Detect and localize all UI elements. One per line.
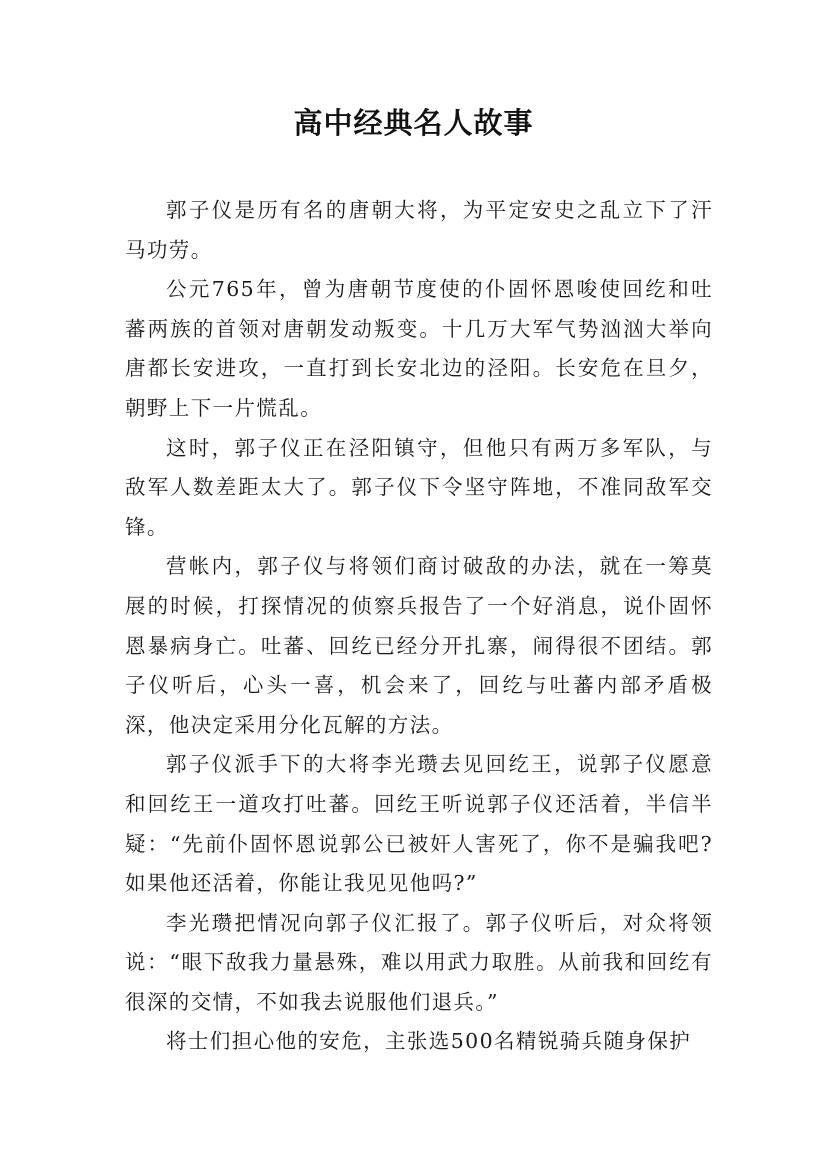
paragraph: 郭子仪是历有名的唐朝大将，为平定安史之乱立下了汗马功劳。 xyxy=(125,198,713,262)
paragraph: 将士们担心他的安危，主张选500名精锐骑兵随身保护 xyxy=(166,1029,692,1054)
paragraph: 李光瓒把情况向郭子仪汇报了。郭子仪听后，对众将领说：“眼下敌我力量悬殊，难以用武力取胜。从前我和回纥有很深的交情，不如我去说服他们退兵。” xyxy=(125,910,713,1014)
paragraph: 公元765年，曾为唐朝节度使的仆固怀恩唆使回纥和吐蕃两族的首领对唐朝发动叛变。十几万大军气势汹汹大举向唐都长安进攻，一直打到长安北边的泾阳。长安危在旦夕，朝野上下一片慌乱。 xyxy=(125,277,713,420)
paragraph: 营帐内，郭子仪与将领们商讨破敌的办法，就在一筹莫展的时候，打探情况的侦察兵报告了一个好消息，说仆固怀恩暴病身亡。吐蕃、回纥已经分开扎寨，闹得很不团结。郭子仪听后，心头一喜，机会来了，回纥与吐蕃内部矛盾极深，他决定采用分化瓦解的方法。 xyxy=(125,554,713,737)
document-title: 高中经典名人故事 xyxy=(293,106,534,140)
paragraph: 这时，郭子仪正在泾阳镇守，但他只有两万多军队，与敌军人数差距太大了。郭子仪下令坚守阵地，不准同敌军交锋。 xyxy=(125,435,713,539)
document-body xyxy=(125,191,713,1062)
paragraph: 郭子仪派手下的大将李光瓒去见回纥王，说郭子仪愿意和回纥王一道攻打吐蕃。回纥王听说郭子仪还活着，半信半疑：“先前仆固怀恩说郭公已被奸人害死了，你不是骗我吧?如果他还活着，你能让我见见他吗?” xyxy=(125,752,713,896)
